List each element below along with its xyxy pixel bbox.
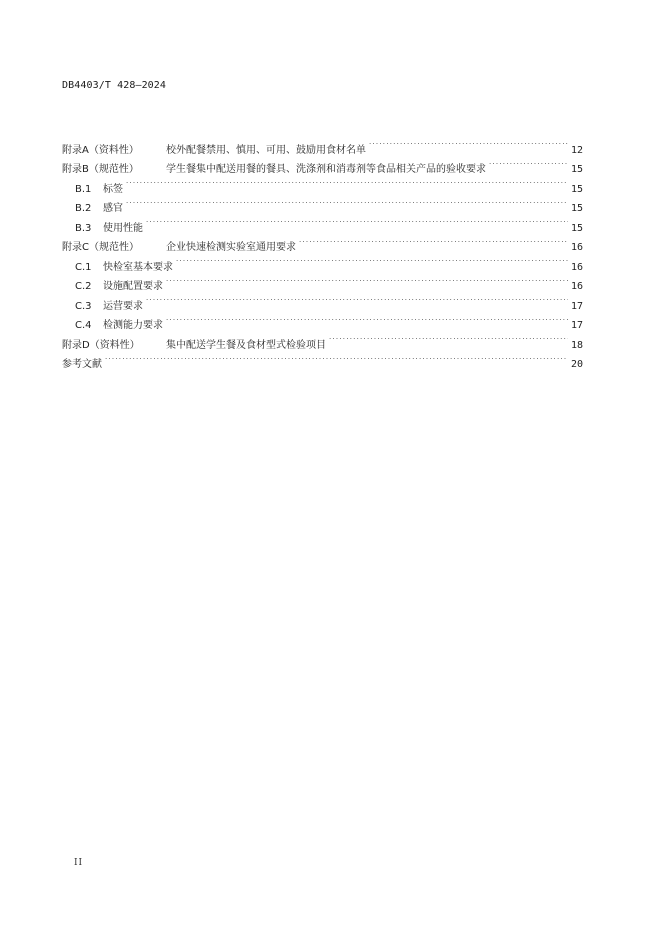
toc-entry-title: 设施配置要求 (103, 281, 163, 292)
toc-entry-page: 15 (570, 222, 583, 234)
toc-leader-dots (146, 289, 568, 309)
toc-entry-references[interactable] (62, 348, 583, 368)
toc-leader-dots (166, 270, 568, 290)
toc-entry-page: 16 (570, 242, 583, 253)
toc-entry-title: 快检室基本要求 (103, 261, 173, 273)
toc-entry-page: 17 (570, 300, 583, 312)
toc-entry-number: B.1 (75, 183, 92, 195)
toc-entry-title: 使用性能 (103, 222, 143, 234)
toc-entry-number: C.4 (75, 320, 92, 331)
toc-entry-page: 16 (570, 261, 583, 273)
toc-entry-number: B.3 (75, 222, 92, 234)
toc-entry-number: 附录D（资料性） (62, 339, 140, 351)
toc-leader-dots (489, 153, 568, 173)
toc-entry-number: C.3 (75, 300, 92, 312)
document-code: DB4403/T 428—2024 (62, 80, 167, 91)
toc-entry-b3[interactable] (62, 211, 583, 234)
table-of-contents (62, 133, 583, 370)
toc-entry-appendix-a[interactable] (62, 133, 583, 156)
toc-entry-page: 12 (570, 144, 583, 156)
toc-leader-dots (105, 348, 568, 368)
toc-entry-page: 15 (570, 203, 583, 214)
toc-entry-b1[interactable] (62, 172, 583, 195)
toc-leader-dots (126, 172, 568, 192)
toc-entry-title: 参考文献 (62, 359, 102, 370)
toc-entry-title: 检测能力要求 (103, 320, 163, 331)
toc-entry-page: 15 (570, 183, 583, 195)
toc-leader-dots (369, 133, 568, 153)
toc-entry-page: 15 (570, 164, 583, 175)
toc-leader-dots (126, 192, 568, 212)
toc-entry-page: 20 (570, 359, 583, 370)
toc-entry-number: 附录A（资料性） (62, 144, 139, 156)
toc-entry-title: 集中配送学生餐及食材型式检验项目 (166, 339, 326, 351)
toc-entry-number: C.2 (75, 281, 92, 292)
toc-entry-title: 企业快速检测实验室通用要求 (166, 242, 296, 253)
toc-leader-dots (176, 250, 568, 270)
toc-entry-page: 16 (570, 281, 583, 292)
toc-entry-page: 17 (570, 320, 583, 331)
toc-entry-title: 标签 (103, 183, 123, 195)
toc-entry-number: C.1 (75, 261, 92, 273)
toc-leader-dots (299, 231, 568, 251)
toc-entry-title: 校外配餐禁用、慎用、可用、鼓励用食材名单 (166, 144, 366, 156)
toc-entry-number: 附录C（规范性） (62, 242, 139, 253)
toc-entry-b2[interactable] (62, 192, 583, 212)
toc-leader-dots (329, 328, 568, 348)
toc-leader-dots (146, 211, 568, 231)
toc-entry-title: 运营要求 (103, 300, 143, 312)
toc-entry-page: 18 (570, 339, 583, 351)
toc-entry-title: 感官 (103, 203, 123, 214)
toc-entry-number: 附录B（规范性） (62, 164, 139, 175)
toc-entry-number: B.2 (75, 203, 92, 214)
toc-entry-title: 学生餐集中配送用餐的餐具、洗涤剂和消毒剂等食品相关产品的验收要求 (166, 164, 486, 175)
page-number-footer: II (74, 858, 84, 868)
toc-leader-dots (166, 309, 568, 329)
